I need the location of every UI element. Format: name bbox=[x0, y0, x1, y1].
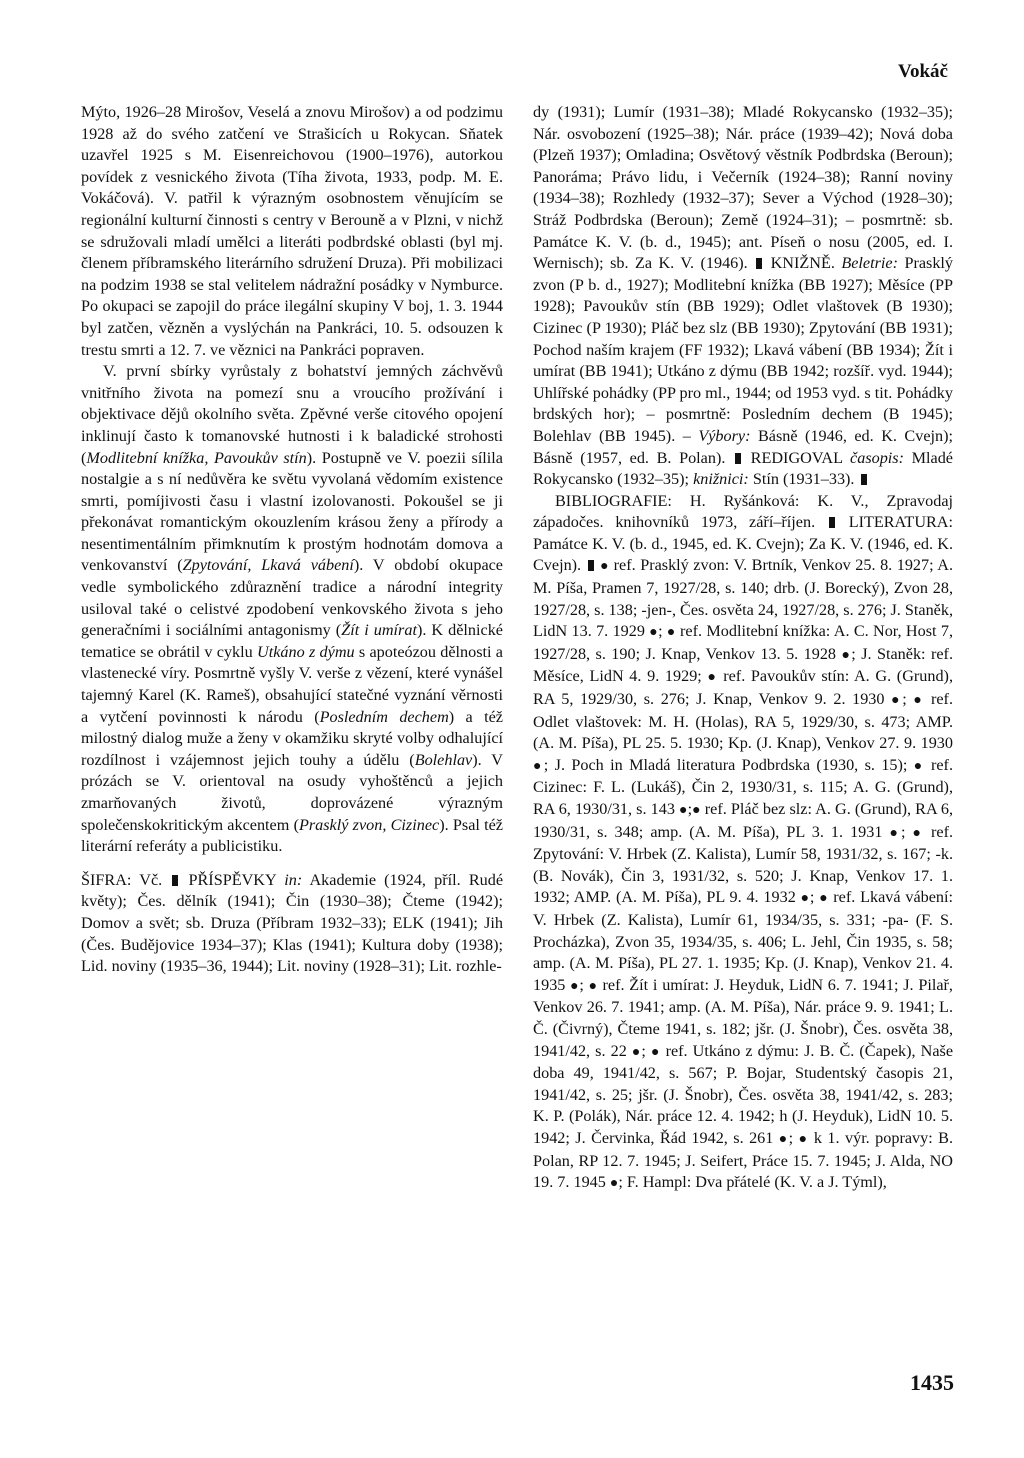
bullet-icon: ● bbox=[913, 693, 925, 709]
section-mark-icon bbox=[829, 517, 835, 528]
bibliography-paragraph: BIBLIOGRAFIE: H. Ryšánková: K. V., Zpravodaj západočes. knihovníků 1973, září–říjen. LITERATURA: Památce K. V. (b. d., 1945, ed. K. Cvejn); Za K. V. (1946, ed. K. Cvejn). ● ref. Prasklý zvon: V. Brtník, Venkov 25. 8. 1927; A. M. Píša, Pramen 7, 1927/28, s. 140; drb. (J. Borecký), Zvon 28, 1927/28, s. 138; -jen-, Čes. osvěta 24, 1927/28, s. 276; J. Staněk, LidN 13. 7. 1929 ●; ● ref. Modlitební knížka: A. C. Nor, Host 7, 1927/28, s. 190; J. Knap, Venkov 13. 5. 1928 ●; J. Staněk: ref. Měsíce, LidN 4. 9. 1929; ● ref. Pavoukův stín: A. G. (Grund), RA 5, 1929/30, s. 276; J. Knap, Venkov 9. 2. 1930 ●; ● ref. Odlet vlaštovek: M. H. (Holas), RA 5, 1929/30, s. 473; AMP. (A. M. Píša), PL 25. 5. 1930; Kp. (J. Knap), Venkov 27. 9. 1930 ●; J. Poch in Mladá literatura Podbrdska (1930, s. 15); ● ref. Cizinec: F. L. (Lukáš), Čin 2, 1930/31, s. 115; A. G. (Grund), RA 6, 1930/31, s. 143 ●;● ref. Pláč bez slz: A. G. (Grund), RA 6, 1930/31, s. 348; amp. (A. M. Píša), PL 3. 1. 1931 ●; ● ref. Zpytování: V. Hrbek (Z. Kalista), Lumír 58, 1931/32, s. 167; -k. (B. Novák), Čin 3, 1931/32, s. 520; J. Knap, Venkov 17. 1. 1932; AMP. (A. M. Píša), PL 9. 4. 1932 ●; ● ref. Lkavá vábení: V. Hrbek (Z. Kalista), Lumír 61, 1934/35, s. 331; -pa- (F. S. Procházka), Zvon 35, 1934/35, s. 406; L. Jehl, Čin 1935, s. 58; amp. (A. M. Píša), PL 27. 1. 1935; Kp. (J. Knap), Venkov 21. 4. 1935 ●; ● ref. Žít i umírat: J. Heyduk, LidN 6. 7. 1941; J. Pilař, Venkov 26. 7. 1941; amp. (A. M. Píša), Nár. práce 9. 9. 1941; L. Č. (Čivrný), Čteme 1941, s. 182; jšr. (J. Šnobr), Čes. osvěta 38, 1941/42, s. 22 ●; ● ref. Utkáno z dýmu: J. B. Č. (Čapek), Naše doba 49, 1941/42, s. 567; P. Bojar, Studentský časopis 21, 1941/42, s. 25; jšr. (J. Šnobr), Čes. osvěta 38, 1941/42, s. 283; K. P. (Polák), Nár. práce 12. 4. 1942; h (J. Heyduk), LidN 10. 5. 1942; J. Červinka, Řád 1942, s. 261 ●; ● k 1. výr. popravy: B. Polan, RP 12. 7. 1945; J. Seifert, Práce 15. 7. 1945; J. Alda, NO 19. 7. 1945 ●; F. Hampl: Dva přátelé (K. V. a J. Týml), bbox=[533, 491, 954, 1192]
bullet-icon: ● bbox=[692, 803, 701, 818]
bullet-icon: ● bbox=[913, 758, 925, 774]
bullet-icon: ● bbox=[666, 625, 676, 641]
bullet-icon: ● bbox=[912, 825, 924, 841]
bullet-icon: ● bbox=[600, 559, 610, 575]
characterization-paragraph: V. první sbírky vyrůstaly z bohatství jemných záchvěvů vnitřního života na pomezí snu a vroucího prožívání i objektivace dějů okolního světa. Zpěvné verše citového opojení inklinují často k tomanovské hutnosti i k baladické strohosti (Modlitební knížka, Pavoukův stín). Postupně ve V. poezii sílila nostalgie a s ní nedůvěra ke světu vyvolaná vědomím existence smrti, pomíjivosti času i vlastní izolovanosti. Pokoušel se ji překonávat romantickým okouzlením krásou ženy a přírody a nesentimentálním přimknutím k prostým hodnotám domova a venkovanství (Zpytování, Lkavá vábení). V období okupace vedle symbolického zdůraznění tradice a národní integrity usiloval také o celistvé zpodobení venkovského života s jeho generačními i sociálními antagonismy (Žít i umírat). K dělnické tematice se obrátil v cyklu Utkáno z dýmu s apoteózou dělnosti a vlastenecké víry. Posmrtně vyšly V. verše z vězení, které vynášel tajemný Karel (K. Rameš), obsahující statečné vyznání věrnosti a vytčení povinnosti k národu (Posledním dechem) a též milostný dialog muže a ženy v okamžiku skryté volby odhalující rozdílnost i vzájemnost jejich touhy a údělu (Bolehlav). V prózách se V. orientoval na osudy vyhoštěnců a jejich zmarňovaných životů, doprovázené výrazným společenskokritickým akcentem (Prasklý zvon, Cizinec). Psal též literární referáty a publicistiku. bbox=[81, 362, 503, 856]
bullet-icon: ● bbox=[798, 1131, 809, 1147]
right-column bbox=[533, 102, 953, 1195]
section-mark-icon bbox=[172, 875, 178, 886]
works-paragraph: dy (1931); Lumír (1931–38); Mladé Rokycansko (1932–35); Nár. osvobození (1925–38); Nár. práce (1939–42); Nová doba (Plzeň 1937); Omladina; Osvětový věstník Podbrdska (Beroun); Panoráma; Právo lidu, i Večerník (1924–38); Ranní noviny (1934–38); Rozhledy (1932–37); Sever a Východ (1928–30); Stráž Podbrdska (Beroun); Země (1924–31); – posmrtně: sb. Památce K. V. (b. d., 1945); ant. Píseň o nosu (2005, ed. I. Wernisch); sb. Za K. V. (1946). KNIŽNĚ. Beletrie: Prasklý zvon (P b. d., 1927); Modlitební knížka (BB 1927); Měsíce (PP 1928); Pavoukův stín (BB 1929); Odlet vlaštovek (B 1930); Cizinec (P 1930); Pláč bez slz (BB 1930); Zpytování (BB 1931); Pochod naším krajem (FF 1932); Lkavá vábení (BB 1934); Žít i umírat (BB 1941); Utkáno z dýmu (BB 1942; rozšíř. vyd. 1944); Uhlířské pohádky (PP pro ml., 1944; od 1953 vyd. s tit. Pohádky brdských hor); – posmrtně: Posledním dechem (B 1945); Bolehlav (BB 1945). – Výbory: Básně (1946, ed. K. Cvejn); Básně (1957, ed. B. Polan). REDIGOVAL časopis: Mladé Rokycansko (1932–35); knižnici: Stín (1931–33). bbox=[533, 103, 953, 489]
section-mark-icon bbox=[861, 474, 867, 485]
bullet-icon: ● bbox=[679, 803, 688, 818]
bullet-icon: ● bbox=[889, 825, 901, 841]
page-number: 1435 bbox=[910, 1370, 954, 1395]
bullet-icon: ● bbox=[778, 1131, 789, 1147]
bullet-icon: ● bbox=[631, 1044, 642, 1060]
bullet-icon: ● bbox=[800, 891, 810, 907]
bullet-icon: ● bbox=[649, 625, 659, 641]
left-column bbox=[81, 102, 503, 978]
bullet-icon: ● bbox=[891, 693, 903, 709]
contributions-paragraph: ŠIFRA: Vč. PŘÍSPĚVKY in: Akademie (1924, příl. Rudé květy); Čes. dělník (1941); Čin (1930–38); Čteme (1942); Domov a svět; sb. Druza (Příbram 1932–33); ELK (1941); Jih (Čes. Budějovice 1934–37); Klas (1941); Kultura doby (1938); Lid. noviny (1935–36, 1944); Lit. noviny (1928–31); Lit. rozhle- bbox=[81, 870, 504, 976]
bullet-icon: ● bbox=[841, 647, 852, 663]
section-mark-icon bbox=[735, 453, 741, 464]
bullet-icon: ● bbox=[650, 1044, 661, 1060]
bullet-icon: ● bbox=[707, 670, 718, 686]
bullet-icon: ● bbox=[819, 891, 829, 907]
bullet-icon: ● bbox=[533, 758, 544, 774]
bullet-icon: ● bbox=[588, 978, 598, 994]
bullet-icon: ● bbox=[570, 978, 580, 994]
running-head: Vokáč bbox=[898, 61, 948, 82]
section-mark-icon bbox=[756, 258, 762, 269]
biography-paragraph: Mýto, 1926–28 Mirošov, Veselá a znovu Mirošov) a od podzimu 1928 až do svého zatčení ve Strašicích u Rokycan. Sňatek uzavřel 1925 s M. Eisenreichovou (1900–1976), autorkou povídek z vesnického života (Tíha života, 1933, podp. M. E. Vokáčová). V. patřil k výrazným osobnostem věnujícím se regionální kulturní činnosti s centry v Berouně a v Plzni, v nichž se sdružovali mladí umělci a literáti podbrdské oblasti (byl mj. členem příbramského literárního sdružení Druza). Při mobilizaci na podzim 1938 se stal velitelem nádražní posádky v Nymburce. Po okupaci se zapojil do práce ilegální skupiny V boj, 1. 3. 1944 byl zatčen, vězněn a vyslýchán na Pankráci, 10. 5. odsouzen k trestu smrti a 12. 7. ve věznici na Pankráci popraven. bbox=[81, 103, 503, 359]
bullet-icon: ● bbox=[609, 1176, 619, 1192]
section-mark-icon bbox=[588, 560, 594, 571]
